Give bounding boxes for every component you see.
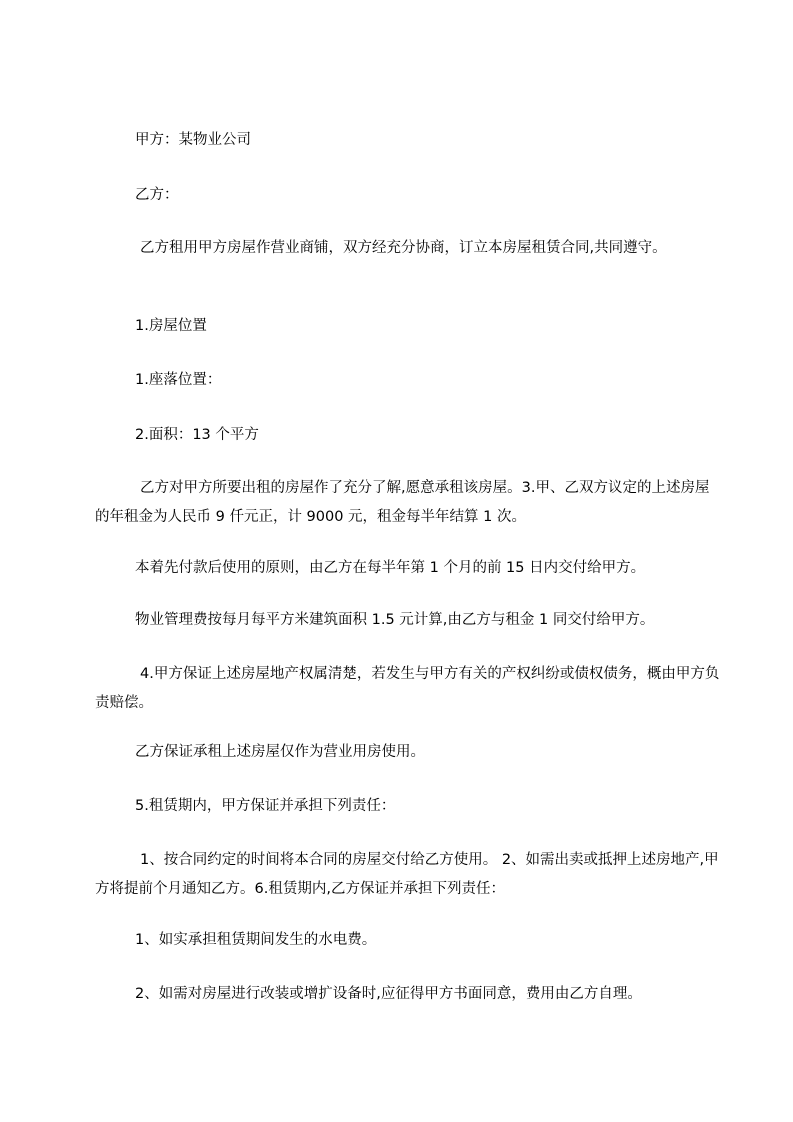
clause-usage: 乙方保证承租上述房屋仅作为营业用房使用。 [135,744,425,760]
clause-delivery: 1、按合同约定的时间将本合同的房屋交付给乙方使用。 2、如需出卖或抵押上述房地产,甲方将提前个月通知乙方。6.租赁期内,乙方保证并承担下列责任： [95,852,719,897]
clause-property-fee: 物业管理费按每月每平方米建筑面积 1.5 元计算,由乙方与租金 1 同交付给甲方。 [135,612,655,628]
clause-area: 2.面积：13 个平方 [135,427,259,443]
clause-party-a-duties: 5.租赁期内，甲方保证并承担下列责任： [135,798,396,814]
clause-payment: 本着先付款后使用的原则，由乙方在每半年第 1 个月的前 15 日内交付给甲方。 [135,560,646,576]
clause-location: 1.座落位置： [135,372,222,388]
clause-renovation: 2、如需对房屋进行改装或增扩设备时,应征得甲方书面同意，费用由乙方自理。 [135,986,642,1002]
clause-rent: 乙方对甲方所要出租的房屋作了充分了解,愿意承租该房屋。3.甲、乙双方议定的上述房屋的年租金为人民币 9 仟元正，计 9000 元，租金每半年结算 1 次。 [95,480,710,525]
party-a-line: 甲方：某物业公司 [135,132,251,148]
preamble-paragraph: 乙方租用甲方房屋作营业商铺，双方经充分协商，订立本房屋租赁合同,共同遵守。 [140,240,667,256]
party-b-line: 乙方： [135,187,179,203]
clause-utilities: 1、如实承担租赁期间发生的水电费。 [135,932,377,948]
clause-ownership: 4.甲方保证上述房屋地产权属清楚，若发生与甲方有关的产权纠纷或债权债务，概由甲方负责赔偿。 [95,666,720,711]
section-heading: 1.房屋位置 [135,318,207,334]
